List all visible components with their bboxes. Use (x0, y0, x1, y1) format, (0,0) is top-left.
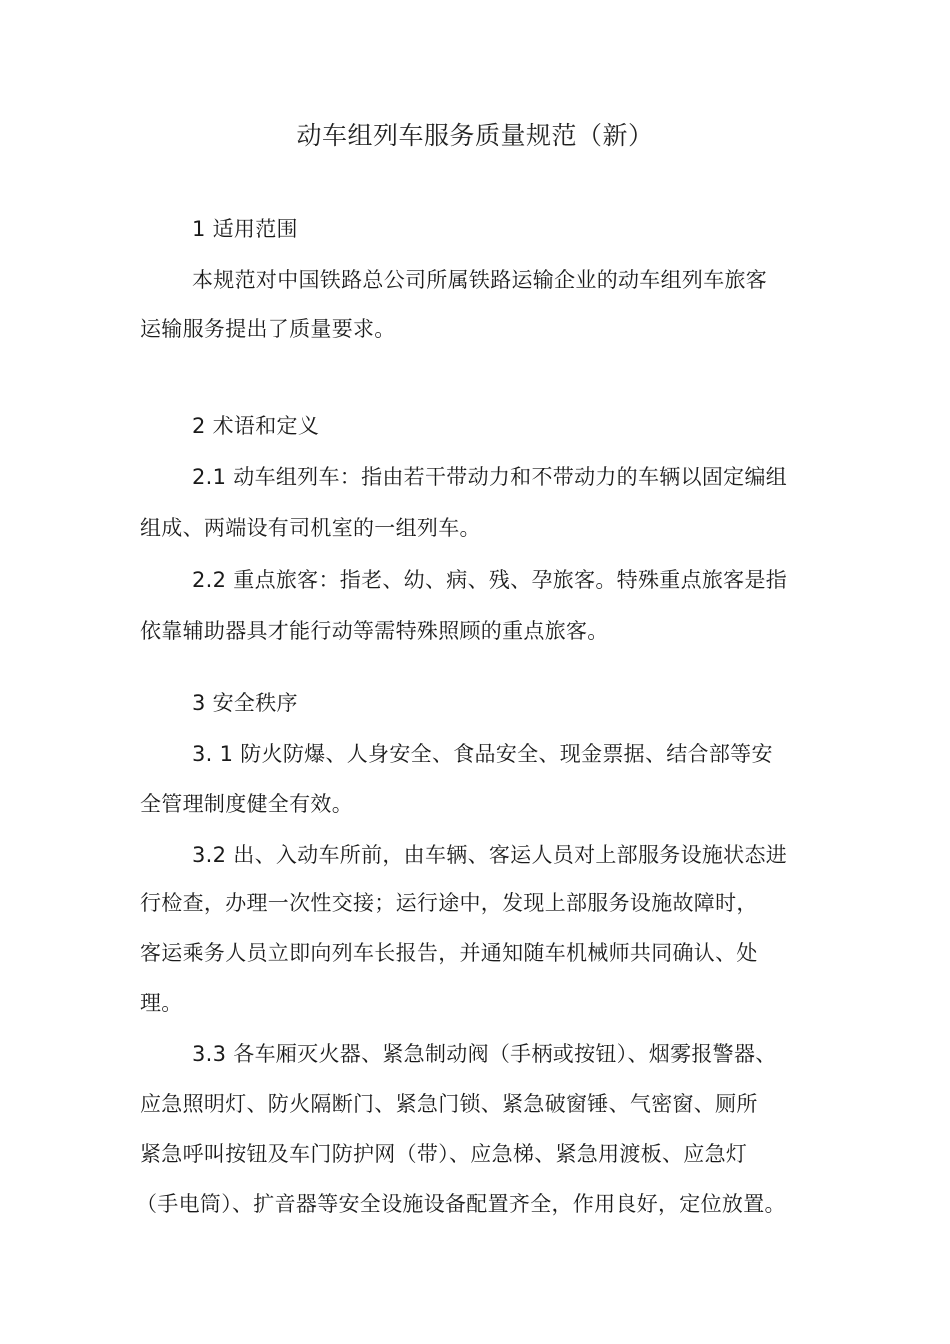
section-heading-1: 1 适用范围 (192, 217, 298, 241)
paragraph-line: 2.2 重点旅客：指老、幼、病、残、孕旅客。特殊重点旅客是指 (192, 568, 788, 592)
paragraph-line: 组成、两端设有司机室的一组列车。 (140, 516, 481, 540)
paragraph-line: 运输服务提出了质量要求。 (140, 317, 396, 341)
paragraph-line: 3.2 出、入动车所前，由车辆、客运人员对上部服务设施状态进 (192, 843, 788, 867)
section-heading-3: 3 安全秩序 (192, 691, 298, 715)
paragraph-line: 全管理制度健全有效。 (140, 792, 353, 816)
paragraph-line: 紧急呼叫按钮及车门防护网（带）、应急梯、紧急用渡板、应急灯 (140, 1142, 748, 1166)
paragraph-line: 行检查，办理一次性交接；运行途中，发现上部服务设施故障时， (140, 891, 758, 915)
paragraph-line: 2.1 动车组列车：指由若干带动力和不带动力的车辆以固定编组 (192, 465, 788, 489)
paragraph-line: 理。 (140, 991, 183, 1015)
paragraph-line: 应急照明灯、防火隔断门、紧急门锁、紧急破窗锤、气密窗、厕所 (140, 1092, 758, 1116)
paragraph-line: （手电筒）、扩音器等安全设施设备配置齐全，作用良好，定位放置。 (136, 1192, 786, 1216)
paragraph-line: 依靠辅助器具才能行动等需特殊照顾的重点旅客。 (140, 619, 609, 643)
paragraph-line: 3. 1 防火防爆、人身安全、食品安全、现金票据、结合部等安 (192, 742, 773, 766)
paragraph-line: 本规范对中国铁路总公司所属铁路运输企业的动车组列车旅客 (192, 268, 768, 292)
section-heading-2: 2 术语和定义 (192, 414, 320, 438)
paragraph-line: 3.3 各车厢灭火器、紧急制动阀（手柄或按钮）、烟雾报警器、 (192, 1042, 777, 1066)
paragraph-line: 客运乘务人员立即向列车长报告，并通知随车机械师共同确认、处 (140, 941, 758, 965)
document-title: 动车组列车服务质量规范（新） (296, 121, 654, 150)
